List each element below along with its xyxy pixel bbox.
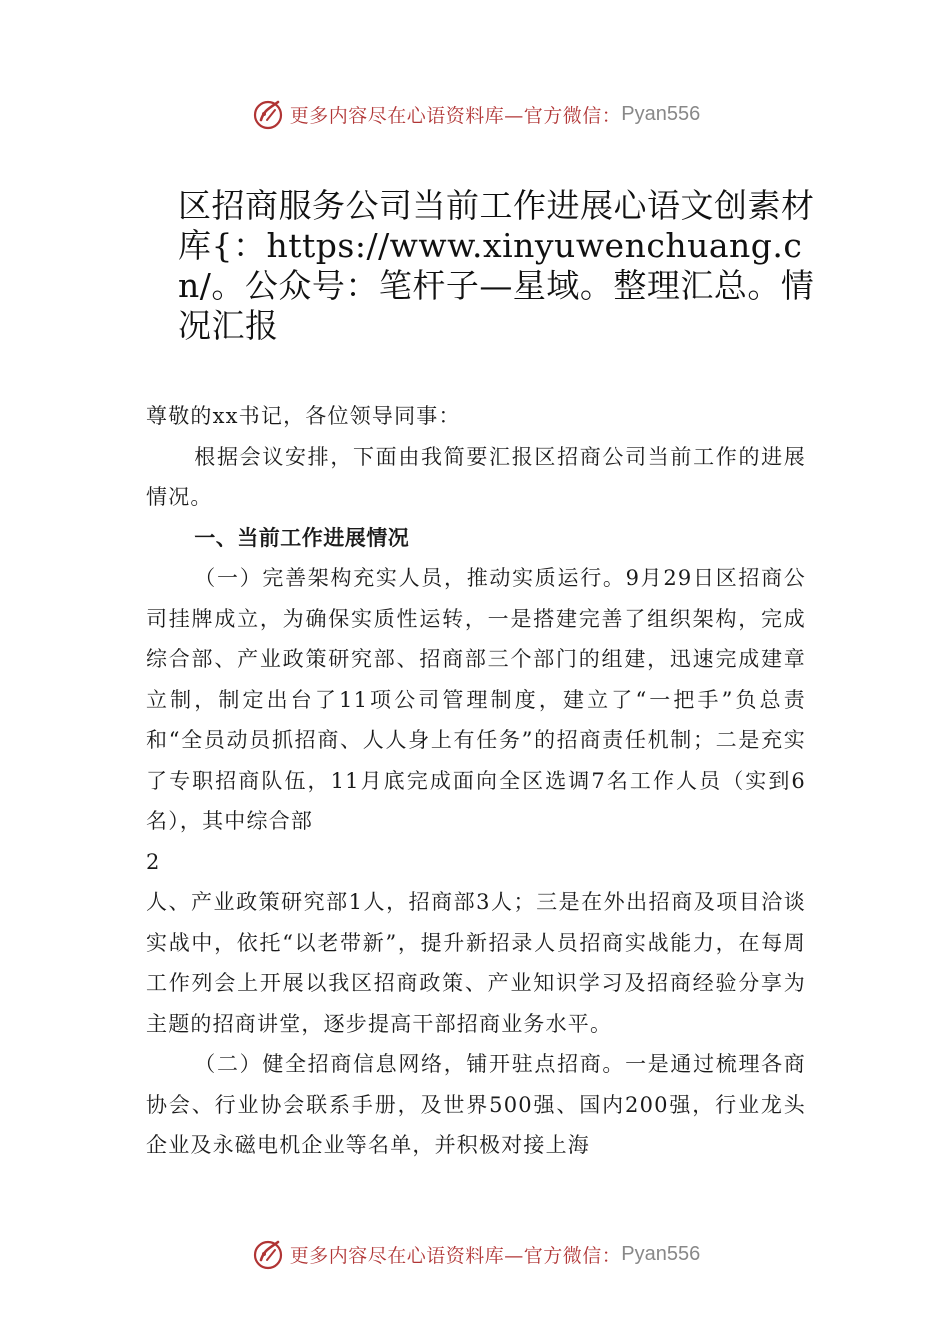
paragraph-1a: （一）完善架构充实人员，推动实质运行。9月29日区招商公司挂牌成立，为确保实质性运转，一是搭建完善了组织架构，完成综合部、产业政策研究部、招商部三个部门的组建，迅速完成建章立制，制定出台了11项公司管理制度，建立了“一把手”负总责和“全员动员抓招商、人人身上有任务”的招商责任机制；二是充实了专职招商队伍，11月底完成面向全区选调7名工作人员（实到6名），其中综合部 bbox=[146, 566, 806, 833]
banner-text: 更多内容尽在心语资料库—官方微信： bbox=[289, 1244, 622, 1267]
section-heading: 一、当前工作进展情况 bbox=[194, 525, 410, 550]
xinyu-logo-icon bbox=[250, 96, 286, 132]
xinyu-logo-icon bbox=[250, 1236, 286, 1272]
header-watermark-banner bbox=[0, 94, 950, 134]
banner-text: 更多内容尽在心语资料库—官方微信： bbox=[289, 104, 622, 127]
paragraph-1-number: 2 bbox=[146, 849, 161, 874]
intro-paragraph: 根据会议安排，下面由我简要汇报区招商公司当前工作的进展情况。 bbox=[146, 444, 806, 509]
banner-wechat-id: Pyan556 bbox=[621, 1242, 701, 1265]
salutation: 尊敬的xx书记，各位领导同事： bbox=[146, 404, 461, 428]
paragraph-1b: 人、产业政策研究部1人，招商部3人；三是在外出招商及项目洽谈实战中，依托“以老带新”，提升新招录人员招商实战能力，在每周工作列会上开展以我区招商政策、产业知识学习及招商经验分享为主题的招商讲堂，逐步提高干部招商业务水平。 bbox=[146, 890, 806, 1036]
footer-watermark-banner bbox=[0, 1234, 950, 1274]
document-body bbox=[146, 396, 806, 1166]
banner-wechat-id: Pyan556 bbox=[621, 102, 701, 125]
paragraph-2: （二）健全招商信息网络，铺开驻点招商。一是通过梳理各商协会、行业协会联系手册，及世界500强、国内200强，行业龙头企业及永磁电机企业等名单，并积极对接上海 bbox=[146, 1052, 806, 1157]
document-title: 区招商服务公司当前工作进展心语文创素材库{：https://www.xinyuwenchuang.cn/。公众号：笔杆子—星域。整理汇总。情况汇报 bbox=[178, 186, 815, 345]
